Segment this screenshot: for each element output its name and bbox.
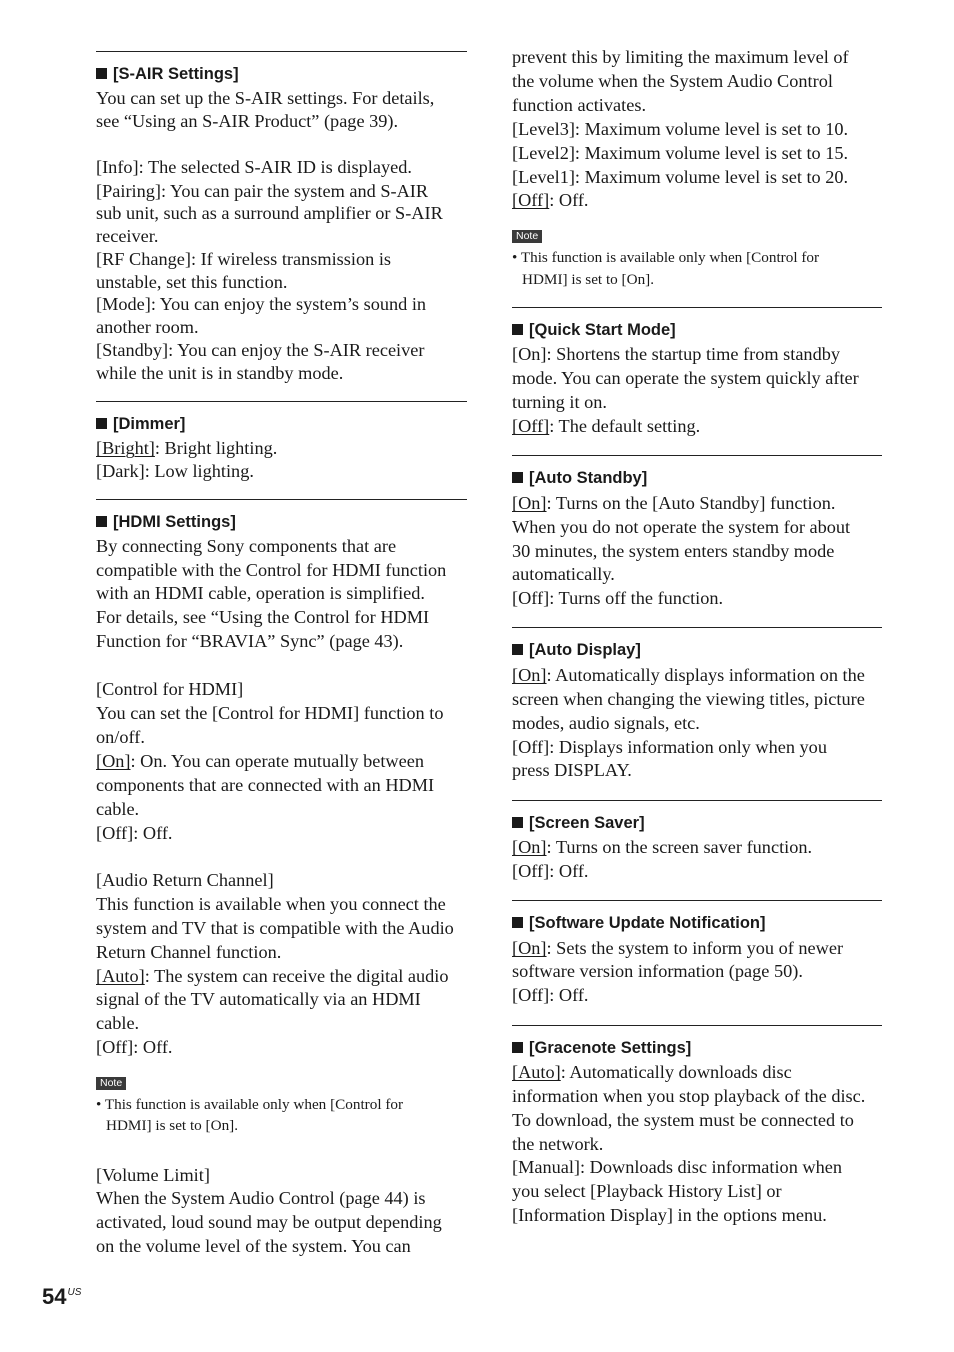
body-line: prevent this by limiting the maximum level of — [512, 47, 849, 67]
default-option: [Auto] — [512, 1062, 561, 1082]
section-divider — [512, 800, 882, 801]
body-line: activated, loud sound may be output depending — [96, 1212, 442, 1232]
body-line: [Off]: Turns off the function. — [512, 588, 724, 608]
body-line: For details, see “Using the Control for HDMI — [96, 607, 430, 627]
default-option: [On] — [512, 493, 547, 513]
body-line: press DISPLAY. — [512, 760, 632, 780]
body-line: When you do not operate the system for about — [512, 517, 851, 537]
body-line: [Info]: The selected S-AIR ID is displayed. — [96, 157, 412, 177]
body-line: [Dark]: Low lighting. — [96, 461, 254, 481]
body-line: screen when changing the viewing titles, picture — [512, 689, 865, 709]
default-option: [On] — [512, 665, 547, 685]
body-line: mode. You can operate the system quickly after — [512, 368, 859, 388]
body-line: [On]: Sets the system to inform you of newer — [512, 938, 844, 958]
body-line: [Volume Limit] — [96, 1165, 210, 1185]
body-line: [Auto]: The system can receive the digital audio — [96, 966, 449, 986]
section-heading-quick-start: [Quick Start Mode] — [512, 321, 676, 340]
bullet-square-icon — [512, 917, 523, 928]
section-divider — [512, 455, 882, 456]
note-text: • This function is available only when [Control for — [512, 249, 820, 266]
body-line: while the unit is in standby mode. — [96, 363, 344, 383]
body-line: [Off]: Displays information only when you — [512, 737, 827, 757]
section-heading-screen-saver: [Screen Saver] — [512, 814, 645, 833]
section-divider — [512, 900, 882, 901]
section-heading-software-update: [Software Update Notification] — [512, 914, 766, 933]
bullet-square-icon — [512, 1042, 523, 1053]
default-option: [On] — [96, 751, 131, 771]
section-divider — [512, 627, 882, 628]
body-line: You can set up the S-AIR settings. For details, — [96, 88, 435, 108]
bullet-square-icon — [96, 516, 107, 527]
default-option: [Off] — [512, 416, 550, 436]
section-divider — [512, 1025, 882, 1026]
body-line: [Control for HDMI] — [96, 679, 244, 699]
note-text: HDMI] is set to [On]. — [106, 1117, 239, 1134]
body-line: on the volume level of the system. You can — [96, 1236, 411, 1256]
body-line: You can set the [Control for HDMI] function to — [96, 703, 444, 723]
body-line: [On]: Turns on the [Auto Standby] function. — [512, 493, 836, 513]
section-divider — [96, 401, 467, 402]
body-line: see “Using an S-AIR Product” (page 39). — [96, 111, 399, 131]
section-heading-auto-display: [Auto Display] — [512, 641, 641, 660]
default-option: [Off] — [512, 190, 550, 210]
body-line: By connecting Sony components that are — [96, 536, 397, 556]
body-line: [Level3]: Maximum volume level is set to 10. — [512, 119, 849, 139]
body-line: modes, audio signals, etc. — [512, 713, 700, 733]
body-line: components that are connected with an HDMI — [96, 775, 435, 795]
body-line: cable. — [96, 1013, 140, 1033]
body-line: [Off]: Off. — [96, 1037, 173, 1057]
body-line: software version information (page 50). — [512, 961, 803, 981]
section-divider — [96, 499, 467, 500]
body-line: [Bright]: Bright lighting. — [96, 438, 278, 458]
bullet-square-icon — [512, 472, 523, 483]
body-line: you select [Playback History List] or — [512, 1181, 782, 1201]
body-line: [Standby]: You can enjoy the S-AIR receiver — [96, 340, 425, 360]
body-line: [Off]: Off. — [512, 861, 589, 881]
bullet-square-icon — [512, 644, 523, 655]
body-line: [Off]: Off. — [96, 823, 173, 843]
section-heading-hdmi: [HDMI Settings] — [96, 513, 236, 532]
body-line: [On]: Shortens the startup time from standby — [512, 344, 840, 364]
body-line: [Off]: Off. — [512, 190, 589, 210]
section-heading-sair: [S-AIR Settings] — [96, 65, 239, 84]
body-line: [Information Display] in the options menu. — [512, 1205, 827, 1225]
body-line: When the System Audio Control (page 44) is — [96, 1188, 426, 1208]
body-line: [Off]: The default setting. — [512, 416, 701, 436]
body-line: Return Channel function. — [96, 942, 282, 962]
body-line: 30 minutes, the system enters standby mode — [512, 541, 835, 561]
body-line: [Audio Return Channel] — [96, 870, 274, 890]
section-divider — [96, 51, 467, 52]
body-line: [Auto]: Automatically downloads disc — [512, 1062, 792, 1082]
bullet-square-icon — [96, 68, 107, 79]
page-number: $54^{US}$ — [42, 1284, 82, 1309]
note-badge: Note — [512, 230, 542, 243]
body-line: sub unit, such as a surround amplifier or S-AIR — [96, 203, 443, 223]
body-line: the network. — [512, 1134, 604, 1154]
body-line: the volume when the System Audio Control — [512, 71, 833, 91]
note-text: • This function is available only when [Control for — [96, 1096, 404, 1113]
body-line: [On]: Automatically displays information on the — [512, 665, 865, 685]
body-line: [Off]: Off. — [512, 985, 589, 1005]
body-line: system and TV that is compatible with the Audio — [96, 918, 454, 938]
default-option: [Auto] — [96, 966, 145, 986]
body-line: [Pairing]: You can pair the system and S-AIR — [96, 181, 429, 201]
section-heading-dimmer: [Dimmer] — [96, 415, 185, 434]
body-line: signal of the TV automatically via an HDMI — [96, 989, 421, 1009]
body-line: [Level2]: Maximum volume level is set to 15. — [512, 143, 849, 163]
body-line: [Level1]: Maximum volume level is set to 20. — [512, 167, 849, 187]
body-line: compatible with the Control for HDMI function — [96, 560, 447, 580]
section-divider — [512, 307, 882, 308]
section-heading-gracenote: [Gracenote Settings] — [512, 1039, 691, 1058]
body-line: receiver. — [96, 226, 159, 246]
default-option: [On] — [512, 938, 547, 958]
region-code: US — [67, 1287, 82, 1298]
body-line: To download, the system must be connected to — [512, 1110, 854, 1130]
body-line: unstable, set this function. — [96, 272, 288, 292]
body-line: another room. — [96, 317, 199, 337]
body-line: cable. — [96, 799, 140, 819]
body-line: [Manual]: Downloads disc information when — [512, 1157, 843, 1177]
body-line: on/off. — [96, 727, 145, 747]
body-line: information when you stop playback of the disc. — [512, 1086, 866, 1106]
section-heading-auto-standby: [Auto Standby] — [512, 469, 647, 488]
body-line: [On]: Turns on the screen saver function. — [512, 837, 813, 857]
body-line: [On]: On. You can operate mutually between — [96, 751, 424, 771]
note-text: HDMI] is set to [On]. — [522, 271, 655, 288]
body-line: [Mode]: You can enjoy the system’s sound in — [96, 294, 427, 314]
body-line: This function is available when you connect the — [96, 894, 446, 914]
default-option: [Bright] — [96, 438, 155, 458]
body-line: [RF Change]: If wireless transmission is — [96, 249, 392, 269]
bullet-square-icon — [512, 324, 523, 335]
body-line: with an HDMI cable, operation is simplified. — [96, 583, 425, 603]
body-line: automatically. — [512, 564, 615, 584]
body-line: Function for “BRAVIA” Sync” (page 43). — [96, 631, 404, 651]
note-badge: Note — [96, 1077, 126, 1090]
default-option: [On] — [512, 837, 547, 857]
bullet-square-icon — [96, 418, 107, 429]
body-line: function activates. — [512, 95, 647, 115]
body-line: turning it on. — [512, 392, 607, 412]
bullet-square-icon — [512, 817, 523, 828]
